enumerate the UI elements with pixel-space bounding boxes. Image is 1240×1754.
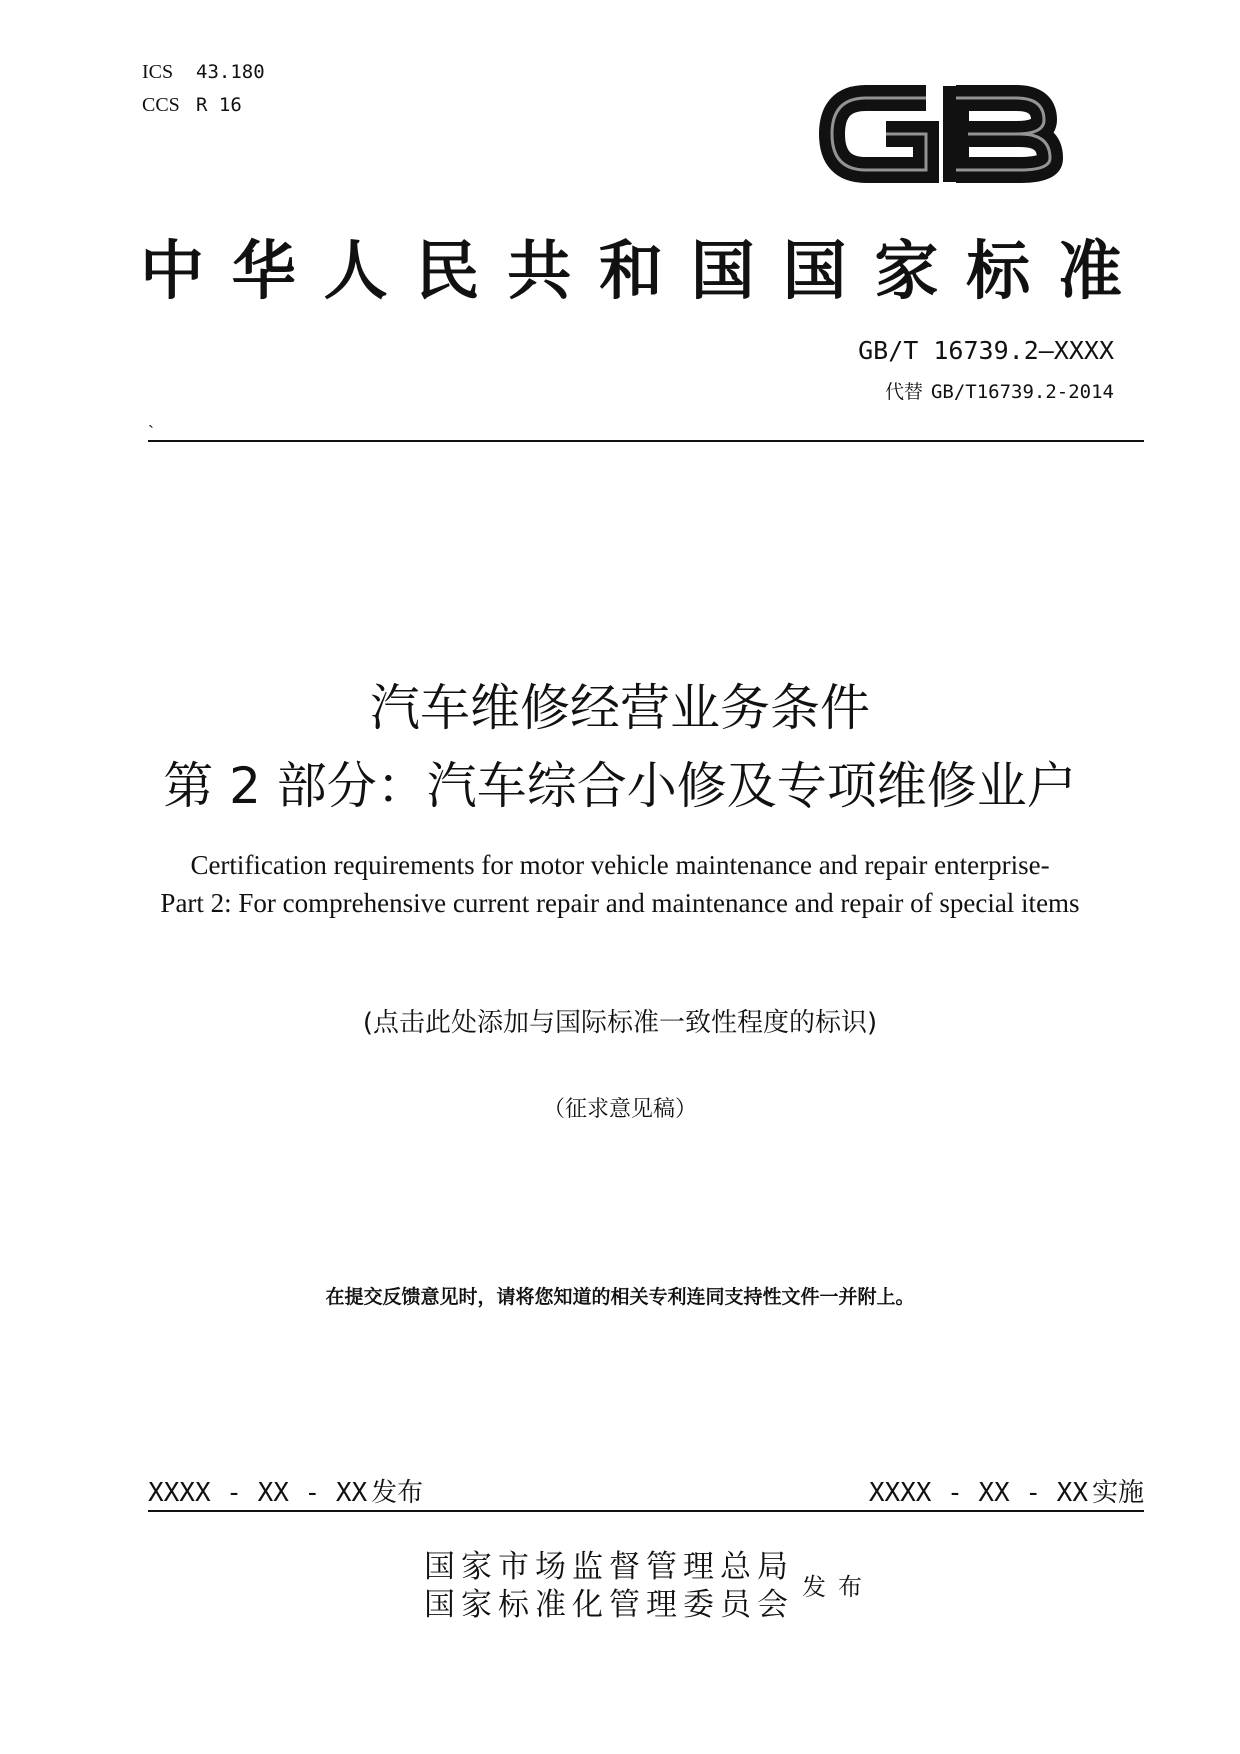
bottom-divider: [148, 1510, 1144, 1512]
effective-date: XXXX - XX - XX: [868, 1478, 1088, 1508]
title-cn-line2: 第 2 部分：汽车综合小修及专项维修业户: [163, 757, 1077, 815]
draft-note: （征求意见稿）: [542, 1097, 697, 1122]
effective-date-line: [869, 1472, 1144, 1509]
national-standard-title: 中华人民共和国国家标准: [140, 235, 1130, 309]
ics-row: [142, 56, 265, 89]
gb-logo: [808, 72, 1068, 196]
consistency-placeholder[interactable]: (点击此处添加与国际标准一致性程度的标识): [362, 1008, 878, 1038]
title-en-line1: Certification requirements for motor vehicle maintenance and repair enterprise-: [190, 850, 1050, 880]
publisher-line1: 国家市场监督管理总局: [424, 1549, 794, 1585]
issue-date: XXXX - XX - XX: [148, 1478, 368, 1508]
issue-date-line: [148, 1472, 423, 1509]
replaces-note: [885, 377, 1114, 404]
effective-word: 实施: [1091, 1478, 1144, 1508]
replaces-value: GB/T16739.2-2014: [930, 381, 1114, 403]
top-divider: [148, 440, 1144, 442]
publisher-line2: 国家标准化管理委员会: [424, 1587, 794, 1623]
publish-word: 发布: [802, 1573, 874, 1601]
ccs-value: R 16: [196, 94, 242, 116]
classification-block: [142, 56, 265, 122]
ccs-row: [142, 89, 265, 122]
replaces-label: 代替: [884, 381, 923, 403]
ics-label: ICS: [142, 61, 174, 83]
title-cn-line1: 汽车维修经营业务条件: [370, 679, 870, 737]
title-en-line2: Part 2: For comprehensive current repair and maintenance and repair of special items: [160, 888, 1080, 918]
stray-mark: `: [148, 422, 154, 442]
issue-word: 发布: [371, 1478, 424, 1508]
patent-note: 在提交反馈意见时，请将您知道的相关专利连同支持性文件一并附上。: [325, 1286, 915, 1308]
standard-number: GB/T 16739.2—XXXX: [858, 336, 1114, 365]
ccs-label: CCS: [142, 94, 180, 116]
ics-value: 43.180: [196, 61, 265, 83]
